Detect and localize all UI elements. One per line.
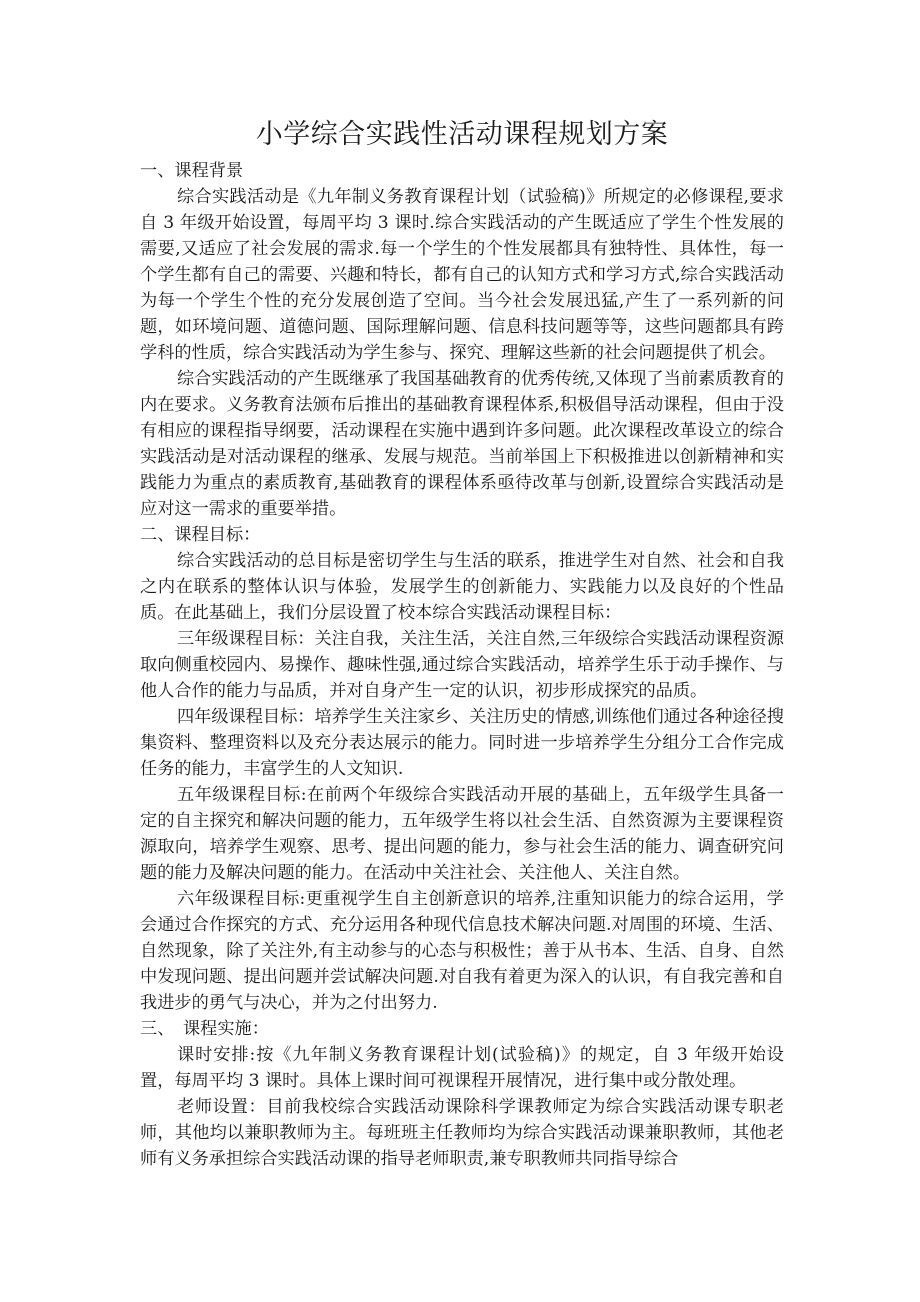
section-heading-implementation: 三、 课程实施： bbox=[140, 1019, 269, 1039]
paragraph: 四年级课程目标：培养学生关注家乡、关注历史的情感,训练他们通过各种途径搜集资料、整理资料以及充分表达展示的能力。同时进一步培养学生分组分工合作完成任务的能力，丰富学生的人文知识. bbox=[140, 707, 784, 779]
document-title: 小学综合实践性活动课程规划方案 bbox=[255, 119, 669, 150]
paragraph: 综合实践活动的产生既继承了我国基础教育的优秀传统,又体现了当前素质教育的内在要求。义务教育法颁布后推出的基础教育课程体系,积极倡导活动课程，但由于没有相应的课程指导纲要，活动课程在实施中遇到许多问题。此次课程改革设立的综合实践活动是对活动课程的继承、发展与规范。当前举国上下积极推进以创新精神和实践能力为重点的素质教育,基础教育的课程体系亟待改革与创新,设置综合实践活动是应对这一需求的重要举措。 bbox=[140, 369, 784, 519]
document-body bbox=[140, 112, 784, 1172]
paragraph: 综合实践活动是《九年制义务教育课程计划（试验稿)》所规定的必修课程,要求自 3 年级开始设置，每周平均 3 课时.综合实践活动的产生既适应了学生个性发展的需要,又适应了社会发展的需求.每一个学生的个性发展都具有独特性、具体性，每一个学生都有自己的需要、兴趣和特长，都有自己的认知方式和学习方式,综合实践活动为每一个学生个性的充分发展创造了空间。当今社会发展迅猛,产生了一系列新的问题，如环境问题、道德问题、国际理解问题、信息科技问题等等，这些问题都具有跨学科的性质，综合实践活动为学生参与、探究、理解这些新的社会问题提供了机会。 bbox=[140, 187, 784, 363]
paragraph: 六年级课程目标:更重视学生自主创新意识的培养,注重知识能力的综合运用，学会通过合作探究的方式、充分运用各种现代信息技术解决问题.对周围的环境、生活、自然现象，除了关注外,有主动参与的心态与积极性；善于从书本、生活、自身、自然中发现问题、提出问题并尝试解决问题.对自我有着更为深入的认识，有自我完善和自我进步的勇气与决心，并为之付出努力. bbox=[140, 889, 784, 1013]
section-heading-background: 一、课程背景 bbox=[140, 161, 244, 181]
paragraph: 课时安排:按《九年制义务教育课程计划(试验稿)》的规定，自 3 年级开始设置，每周平均 3 课时。具体上课时间可视课程开展情况，进行集中或分散处理。 bbox=[140, 1045, 784, 1091]
paragraph: 老师设置：目前我校综合实践活动课除科学课教师定为综合实践活动课专职老师，其他均以兼职教师为主。每班班主任教师均为综合实践活动课兼职教师，其他老师有义务承担综合实践活动课的指导老师职责,兼专职教师共同指导综合 bbox=[140, 1097, 784, 1169]
paragraph: 五年级课程目标:在前两个年级综合实践活动开展的基础上，五年级学生具备一定的自主探究和解决问题的能力，五年级学生将以社会生活、自然资源为主要课程资源取向，培养学生观察、思考、提出问题的能力，参与社会生活的能力、调查研究问题的能力及解决问题的能力。在活动中关注社会、关注他人、关注自然。 bbox=[140, 785, 784, 883]
section-heading-goals: 二、课程目标： bbox=[140, 525, 261, 545]
paragraph: 三年级课程目标：关注自我，关注生活，关注自然,三年级综合实践活动课程资源取向侧重校园内、易操作、趣味性强,通过综合实践活动，培养学生乐于动手操作、与他人合作的能力与品质，并对自身产生一定的认识，初步形成探究的品质。 bbox=[140, 629, 784, 701]
paragraph: 综合实践活动的总目标是密切学生与生活的联系，推进学生对自然、社会和自我之内在联系的整体认识与体验，发展学生的创新能力、实践能力以及良好的个性品质。在此基础上，我们分层设置了校本综合实践活动课程目标： bbox=[140, 551, 784, 623]
